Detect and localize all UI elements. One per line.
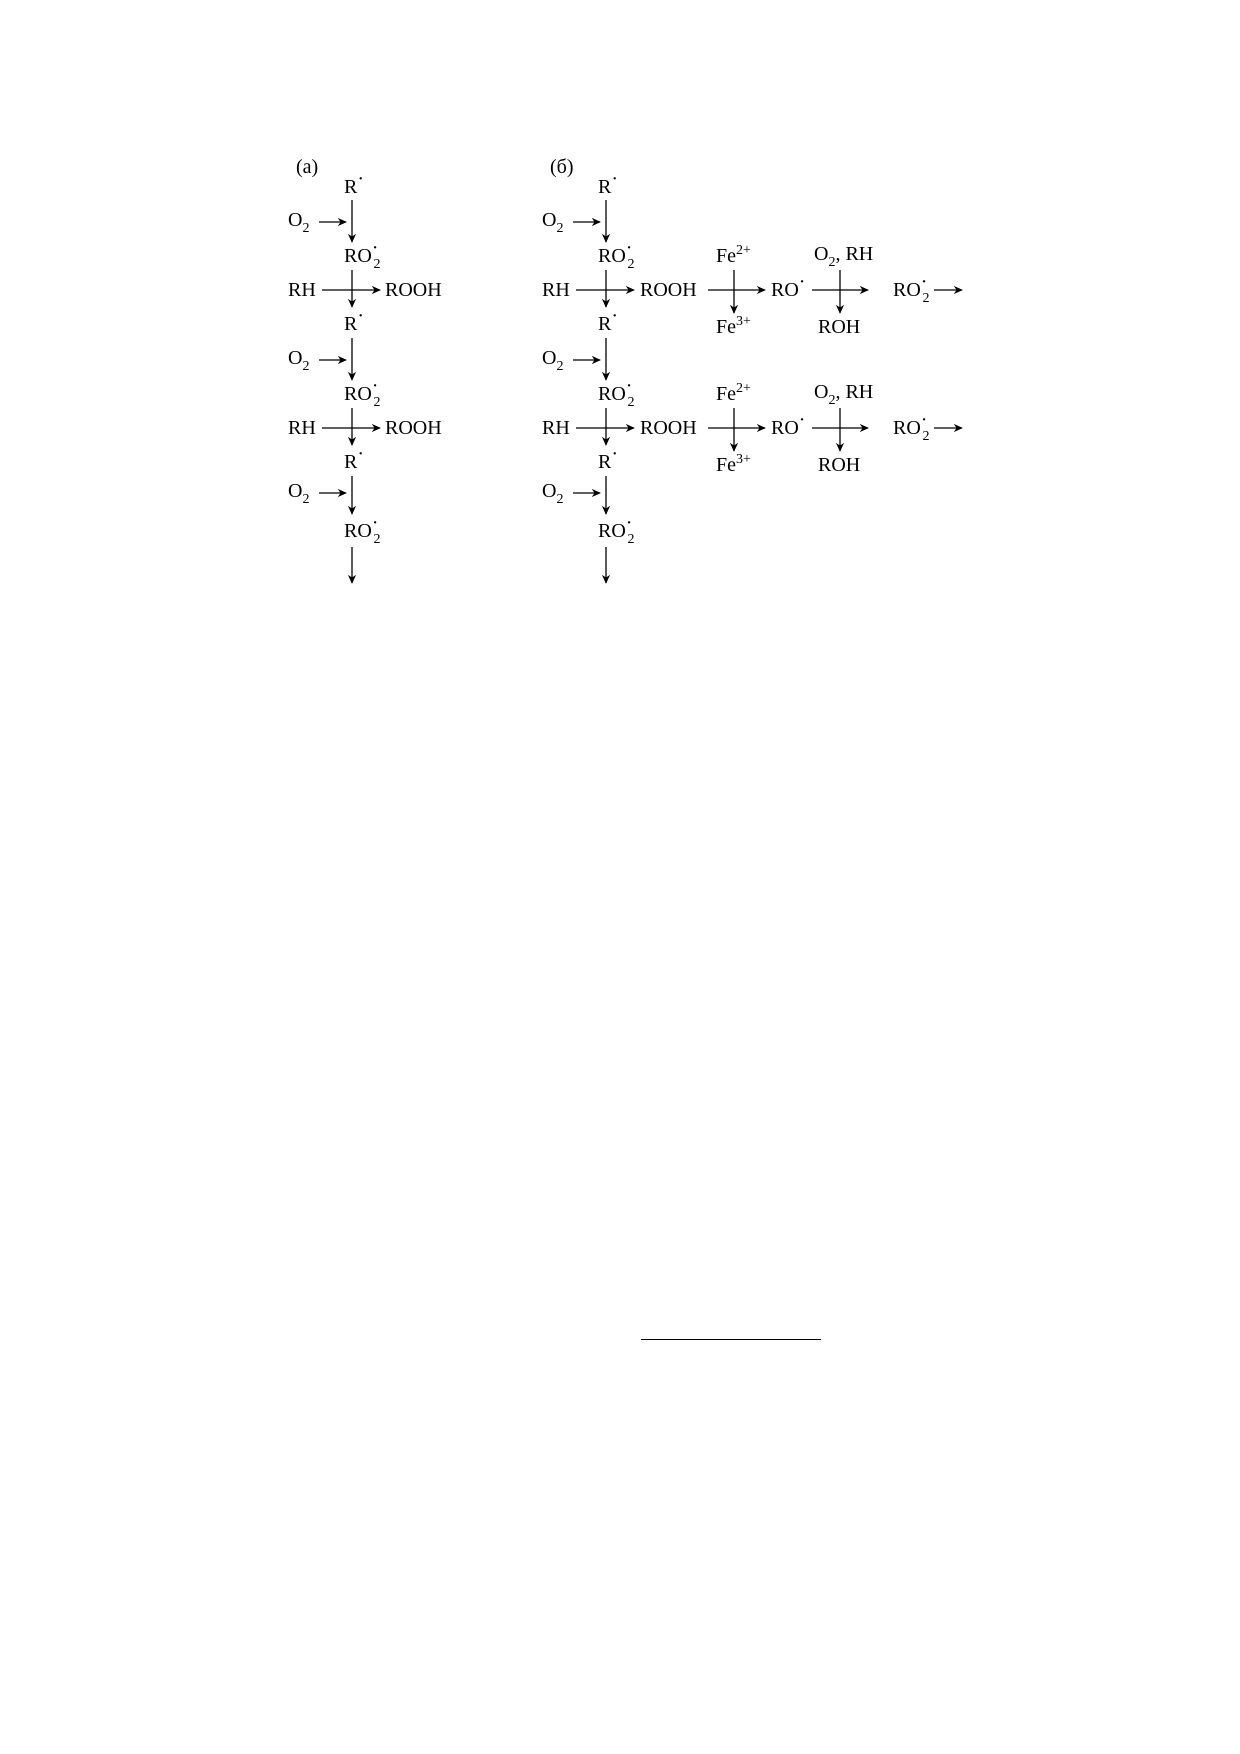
svg-text:RO·: RO· [771, 409, 806, 439]
svg-text:R·: R· [598, 305, 619, 335]
radical-node [344, 168, 364, 198]
substrate-label: RH [288, 279, 316, 301]
peroxyl-node [598, 512, 634, 547]
peroxyl-node [893, 409, 929, 444]
peroxyl-node [344, 512, 380, 547]
svg-text:Fe3+: $Fe^{3+}$ [716, 452, 751, 476]
alcohol-label: ROH [818, 454, 861, 476]
svg-text:O2, RH: $O_2$, RH [814, 381, 874, 408]
svg-text:RO·2: RO· 2 [598, 237, 635, 272]
oxygen-reagent [542, 480, 563, 507]
svg-text:RO·2: RO· 2 [344, 512, 381, 547]
alkoxyl-node [771, 271, 805, 301]
footnote-separator [641, 1339, 821, 1340]
iron3-product [716, 314, 751, 338]
iron2-reagent [716, 243, 751, 267]
hydroperoxide-label: ROOH [640, 279, 697, 301]
svg-text:O2: $O_2$ [542, 347, 564, 374]
iron3-product [716, 452, 751, 476]
svg-text:O2: $O_2$ [542, 209, 564, 236]
peroxyl-node [344, 375, 380, 410]
peroxyl-node [598, 375, 634, 410]
iron2-reagent [716, 381, 751, 405]
svg-text:RO·2: RO· 2 [598, 512, 635, 547]
peroxyl-node [344, 237, 380, 272]
svg-text:O2: $O_2$ [288, 480, 310, 507]
svg-text:RO·2: RO· 2 [344, 375, 381, 410]
peroxyl-node [893, 271, 929, 306]
radical-node [598, 305, 618, 335]
oxygen-reagent [288, 480, 309, 507]
svg-text:R·: R· [344, 168, 365, 198]
svg-text:O2: $O_2$ [288, 209, 310, 236]
svg-text:R·: R· [598, 168, 619, 198]
hydroperoxide-label: ROOH [385, 417, 442, 439]
svg-text:RO·2: RO· 2 [344, 237, 381, 272]
panel-b-label: (б) [550, 156, 574, 178]
oxygen-reagent [288, 347, 309, 374]
substrate-label: RH [288, 417, 316, 439]
panel-a-label: (а) [296, 156, 319, 178]
alkoxyl-node [771, 409, 805, 439]
hydroperoxide-label: ROOH [640, 417, 697, 439]
panel-b [542, 156, 962, 583]
oxygen-reagent [288, 209, 309, 236]
substrate-label: RH [542, 279, 570, 301]
svg-text:RO·: RO· [771, 271, 806, 301]
svg-text:R·: R· [344, 443, 365, 473]
svg-text:O2: $O_2$ [288, 347, 310, 374]
svg-text:RO·2: RO· 2 [598, 375, 635, 410]
oxygen-reagent [542, 347, 563, 374]
svg-text:Fe3+: $Fe^{3+}$ [716, 314, 751, 338]
radical-node [344, 305, 364, 335]
substrate-label: RH [542, 417, 570, 439]
hydroperoxide-label: ROOH [385, 279, 442, 301]
radical-node [344, 443, 364, 473]
svg-text:R·: R· [344, 305, 365, 335]
svg-text:O2: $O_2$ [542, 480, 564, 507]
oxygen-rh-reagent [814, 381, 873, 408]
panel-a [288, 156, 442, 583]
svg-text:RO·2: RO· 2 [893, 409, 930, 444]
svg-text:Fe2+: $Fe^{2+}$ [716, 381, 751, 405]
oxygen-rh-reagent [814, 243, 873, 270]
peroxyl-node [598, 237, 634, 272]
svg-text:RO·2: RO· 2 [893, 271, 930, 306]
svg-text:Fe2+: $Fe^{2+}$ [716, 243, 751, 267]
svg-text:O2, RH: $O_2$, RH [814, 243, 874, 270]
radical-node [598, 443, 618, 473]
oxygen-reagent [542, 209, 563, 236]
alcohol-label: ROH [818, 316, 861, 338]
svg-text:R·: R· [598, 443, 619, 473]
radical-node [598, 168, 618, 198]
